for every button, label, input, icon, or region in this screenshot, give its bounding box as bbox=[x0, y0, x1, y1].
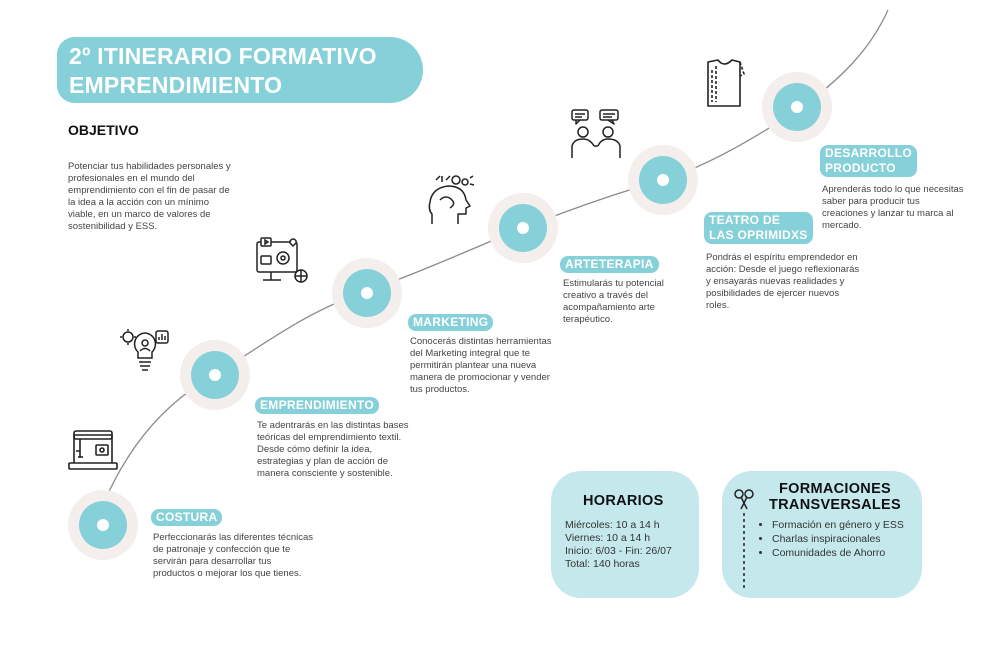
step-node-arteterapia bbox=[488, 193, 558, 263]
step-label-marketing: MARKETING bbox=[408, 314, 493, 331]
digital-marketing-icon bbox=[255, 236, 309, 288]
step-node-marketing bbox=[332, 258, 402, 328]
formaciones-list bbox=[758, 519, 912, 560]
step-desc-arteterapia: Estimularás tu potencial creativo a través del acompañamiento arte terapéutico. bbox=[563, 278, 664, 325]
conversation-icon bbox=[570, 108, 622, 160]
scissors-icon bbox=[734, 489, 754, 589]
formaciones-box bbox=[722, 471, 922, 598]
step-node-teatro bbox=[628, 145, 698, 215]
step-label-teatro-line2: LAS OPRIMIDXS bbox=[709, 228, 808, 242]
formaciones-item: • Comunidades de Ahorro bbox=[772, 547, 912, 560]
step-desc-emprendimiento: Te adentrarás en las distintas bases teóricas del emprendimiento textil. Desde cómo definir la idea, estrategias y plan de acción de manera consciente y sostenible. bbox=[257, 420, 409, 479]
garment-pattern-icon bbox=[704, 56, 746, 110]
formaciones-title bbox=[758, 481, 912, 513]
step-desc-marketing: Conocerás distintas herramientas del Marketing integral que te permitirán plantear una nueva manera de promocionar y vender tus productos. bbox=[410, 336, 552, 395]
horarios-line-3: Inicio: 6/03 - Fin: 26/07 bbox=[565, 545, 672, 557]
step-label-desarrollo bbox=[820, 145, 917, 177]
page-title bbox=[57, 37, 423, 103]
step-label-teatro-line1: TEATRO DE bbox=[709, 213, 781, 227]
formaciones-item: • Charlas inspiracionales bbox=[772, 533, 912, 546]
lightbulb-entrepreneur-icon bbox=[120, 325, 170, 375]
formaciones-title-line2: TRANSVERSALES bbox=[769, 497, 901, 513]
horarios-box bbox=[551, 471, 699, 598]
title-line-1: 2º ITINERARIO FORMATIVO bbox=[69, 43, 377, 69]
formaciones-title-line1: FORMACIONES bbox=[778, 481, 892, 497]
step-desc-costura: Perfeccionarás las diferentes técnicas de patronaje y confección que te servirán para desarrollar tus productos o mejorar los que tienes. bbox=[153, 532, 313, 579]
step-label-desarrollo-line2: PRODUCTO bbox=[825, 161, 896, 175]
step-node-emprendimiento bbox=[180, 340, 250, 410]
step-desc-desarrollo: Aprenderás todo lo que necesitas saber para producir tus creaciones y lanzar tu marca al mercado. bbox=[822, 184, 964, 231]
sewing-machine-icon bbox=[66, 425, 120, 471]
objective-heading: OBJETIVO bbox=[68, 122, 139, 138]
step-label-desarrollo-line1: DESARROLLO bbox=[825, 146, 912, 160]
step-node-costura bbox=[68, 490, 138, 560]
horarios-line-2: Viernes: 10 a 14 h bbox=[565, 532, 651, 544]
horarios-title: HORARIOS bbox=[583, 493, 664, 509]
horarios-line-4: Total: 140 horas bbox=[565, 558, 640, 570]
horarios-line-1: Miércoles: 10 a 14 h bbox=[565, 519, 660, 531]
title-line-2: EMPRENDIMIENTO bbox=[69, 72, 283, 98]
objective-text: Potenciar tus habilidades personales y profesionales en el mundo del emprendimiento con el fin de pasar de la idea a la acción con un mínimo viable, en un marco de valores de sostenibilidad y ESS. bbox=[68, 161, 231, 232]
step-label-teatro bbox=[704, 212, 813, 244]
step-desc-teatro: Pondrás el espíritu emprendedor en acción: Desde el juego reflexionarás y ensayarás nuevas realidades y posibilidades de ejercer nuevos roles. bbox=[706, 252, 860, 311]
step-node-desarrollo bbox=[762, 72, 832, 142]
formaciones-item: • Formación en género y ESS bbox=[772, 519, 912, 532]
step-label-arteterapia: ARTETERAPIA bbox=[560, 256, 659, 273]
creative-mind-icon bbox=[426, 174, 476, 226]
step-label-emprendimiento: EMPRENDIMIENTO bbox=[255, 397, 379, 414]
step-label-costura: COSTURA bbox=[151, 509, 222, 526]
